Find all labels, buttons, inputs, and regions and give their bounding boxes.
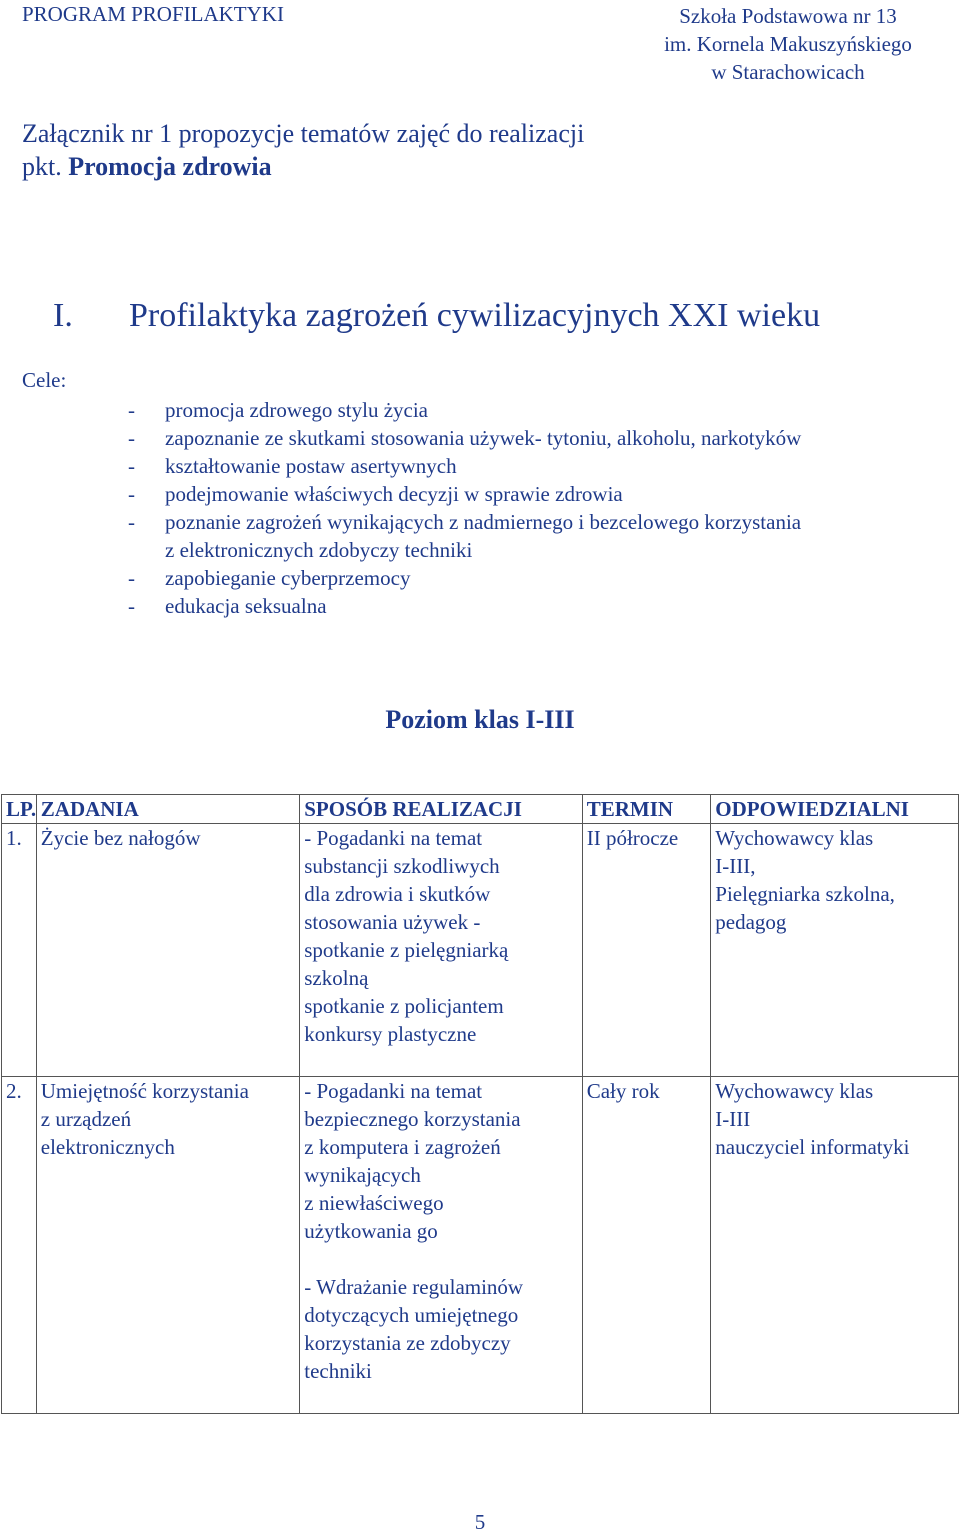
goal-dash: - bbox=[128, 398, 135, 422]
method-text: spotkanie z pielęgniarką bbox=[304, 938, 509, 962]
goal-item bbox=[128, 592, 928, 620]
school-name: Szkoła Podstawowa nr 13 bbox=[679, 4, 897, 28]
task-text: Umiejętność korzystania bbox=[40, 1079, 249, 1103]
cell-lp: 1. bbox=[2, 824, 37, 1077]
cell-task bbox=[36, 1077, 299, 1414]
page-number: 5 bbox=[474, 1510, 486, 1534]
method-text: szkolną bbox=[304, 966, 369, 990]
school-city: w Starachowicach bbox=[711, 60, 865, 84]
method-text: z komputera i zagrożeń bbox=[304, 1135, 501, 1159]
cell-spacer bbox=[304, 1048, 577, 1076]
goals-label: Cele: bbox=[22, 368, 67, 392]
cell-responsible bbox=[711, 1077, 959, 1414]
goal-text: kształtowanie postaw asertywnych bbox=[165, 454, 457, 478]
goal-dash: - bbox=[128, 510, 135, 534]
goal-dash: - bbox=[128, 426, 135, 450]
cell-responsible bbox=[711, 824, 959, 1077]
task-text: Życie bez nałogów bbox=[40, 826, 201, 850]
responsible-text: nauczyciel informatyki bbox=[715, 1135, 910, 1159]
annex-topic: Promocja zdrowia bbox=[68, 152, 272, 181]
annex-line-1: Załącznik nr 1 propozycje tematów zajęć do realizacji bbox=[22, 119, 585, 148]
method-text: stosowania używek - bbox=[304, 910, 481, 934]
responsible-text: Wychowawcy klas bbox=[715, 1079, 874, 1103]
method-text: użytkowania go bbox=[304, 1219, 438, 1243]
header-lp: LP. bbox=[2, 795, 37, 824]
method-text: substancji szkodliwych bbox=[304, 854, 500, 878]
table-row bbox=[2, 1077, 959, 1414]
cell-lp: 2. bbox=[2, 1077, 37, 1414]
method-text: - Wdrażanie regulaminów bbox=[304, 1275, 524, 1299]
goal-text: poznanie zagrożeń wynikających z nadmiernego i bezcelowego korzystania bbox=[165, 510, 802, 534]
method-text: wynikających bbox=[304, 1163, 421, 1187]
goal-dash: - bbox=[128, 482, 135, 506]
cell-spacer bbox=[304, 1245, 577, 1273]
cell-term: II półrocze bbox=[582, 824, 711, 1077]
goal-dash: - bbox=[128, 566, 135, 590]
method-text: konkursy plastyczne bbox=[304, 1022, 477, 1046]
method-text: dla zdrowia i skutków bbox=[304, 882, 491, 906]
method-text: z niewłaściwego bbox=[304, 1191, 444, 1215]
task-text: elektronicznych bbox=[40, 1135, 175, 1159]
goal-item bbox=[128, 424, 928, 452]
method-text: bezpiecznego korzystania bbox=[304, 1107, 521, 1131]
cell-spacer bbox=[304, 1385, 577, 1413]
annex-line-2 bbox=[22, 150, 584, 183]
section-title-text: Profilaktyka zagrożeń cywilizacyjnych XXI wieku bbox=[129, 297, 821, 334]
responsible-text: I-III bbox=[715, 1107, 751, 1131]
goal-text: zapobieganie cyberprzemocy bbox=[165, 566, 411, 590]
responsible-text: I-III, bbox=[715, 854, 756, 878]
cell-method bbox=[300, 824, 582, 1077]
header-responsible: ODPOWIEDZIALNI bbox=[711, 795, 959, 824]
goal-text: podejmowanie właściwych decyzji w sprawie zdrowia bbox=[165, 482, 623, 506]
method-text: spotkanie z policjantem bbox=[304, 994, 504, 1018]
goal-dash: - bbox=[128, 454, 135, 478]
goal-item bbox=[128, 508, 928, 564]
section-title bbox=[53, 297, 820, 335]
section-number: I. bbox=[53, 297, 73, 334]
tasks-table bbox=[1, 794, 959, 1414]
goal-text: promocja zdrowego stylu życia bbox=[165, 398, 428, 422]
goal-dash: - bbox=[128, 594, 135, 618]
method-text: korzystania ze zdobyczy bbox=[304, 1331, 511, 1355]
program-header: PROGRAM PROFILAKTYKI bbox=[22, 2, 284, 26]
responsible-text: pedagog bbox=[715, 910, 787, 934]
tasks-table-body bbox=[2, 824, 959, 1414]
school-header bbox=[638, 2, 938, 86]
goal-item bbox=[128, 396, 928, 424]
header-tasks: ZADANIA bbox=[36, 795, 299, 824]
goal-item bbox=[128, 564, 928, 592]
task-text: z urządzeń bbox=[40, 1107, 132, 1131]
cell-task bbox=[36, 824, 299, 1077]
goal-text: z elektronicznych zdobyczy techniki bbox=[165, 538, 473, 562]
goal-item bbox=[128, 480, 928, 508]
school-patron: im. Kornela Makuszyńskiego bbox=[664, 32, 912, 56]
annex-prefix: pkt. bbox=[22, 152, 69, 181]
annex-heading bbox=[22, 117, 584, 183]
header-method: SPOSÓB REALIZACJI bbox=[300, 795, 582, 824]
level-heading: Poziom klas I-III bbox=[385, 705, 575, 734]
responsible-text: Wychowawcy klas bbox=[715, 826, 874, 850]
method-text: - Pogadanki na temat bbox=[304, 1079, 483, 1103]
cell-method bbox=[300, 1077, 582, 1414]
goal-text: zapoznanie ze skutkami stosowania używek- tytoniu, alkoholu, narkotyków bbox=[165, 426, 802, 450]
method-text: dotyczących umiejętnego bbox=[304, 1303, 519, 1327]
method-text: - Pogadanki na temat bbox=[304, 826, 483, 850]
goals-list bbox=[128, 396, 928, 620]
table-header-row bbox=[2, 795, 959, 824]
table-row bbox=[2, 824, 959, 1077]
goal-text: edukacja seksualna bbox=[165, 594, 327, 618]
cell-term: Cały rok bbox=[582, 1077, 711, 1414]
goal-item bbox=[128, 452, 928, 480]
header-term: TERMIN bbox=[582, 795, 711, 824]
responsible-text: Pielęgniarka szkolna, bbox=[715, 882, 895, 906]
method-text: techniki bbox=[304, 1359, 372, 1383]
